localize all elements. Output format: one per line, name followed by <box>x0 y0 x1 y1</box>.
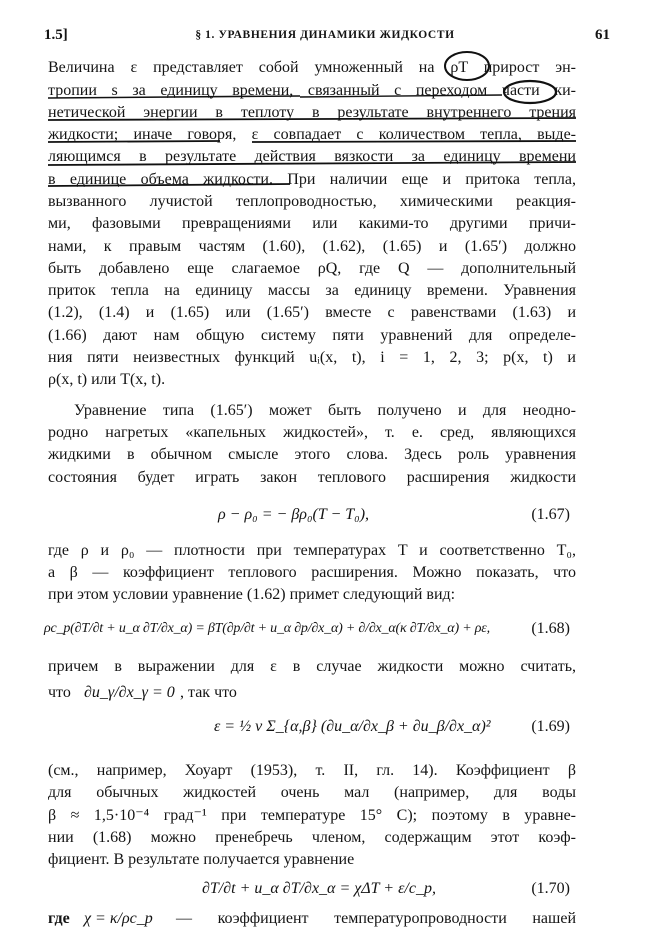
equation-number: (1.70) <box>531 880 570 897</box>
text-line: в единице объема жидкости. При наличии еще и притока тепла, <box>48 171 576 188</box>
text-line: жидкости; иначе говоря, ε совпадает с количеством тепла, выде- <box>48 126 576 143</box>
text-line: ми, фазовыми превращениями или какими-то другими причи- <box>48 215 576 232</box>
chi-definition: χ = κ/ρc_p <box>84 910 153 927</box>
condition-expression: ∂u_γ/∂x_γ = 0 <box>84 684 175 701</box>
text-line: (1.66) дают нам общую систему пяти уравнений для определе- <box>48 327 576 344</box>
text-line: а β — коэффициент теплового расширения. Можно показать, что <box>48 564 576 581</box>
text-line: фициент. В результате получается уравнение <box>48 851 355 868</box>
equation-1-69: ε = ½ ν Σ_{α,β} (∂u_α/∂x_β + ∂u_β/∂x_α)² <box>214 718 491 735</box>
equation-number: (1.67) <box>531 506 570 523</box>
text-line: для обычных жидкостей очень мал (например, для воды <box>48 784 576 801</box>
text-line: Величина ε представляет собой умноженный на ρT прирост эн- <box>48 59 576 76</box>
text-line: — коэффициент температуропроводности нашей <box>176 910 576 927</box>
text-line: где ρ и ρ₀ — плотности при температурах T и соответственно T₀, <box>48 542 576 559</box>
text-line: нии (1.68) можно пренебречь членом, содержащим этот коэф- <box>48 829 576 846</box>
text-line: вызванного лучистой теплопроводностью, химическими реакция- <box>48 193 576 210</box>
text-line: (см., например, Хоуарт (1953), т. II, гл. 14). Коэффициент β <box>48 762 576 779</box>
text-line: ляющимся в результате действия вязкости за единицу времени <box>48 148 576 165</box>
text-line: нами, к правым частям (1.60), (1.62), (1.65) и (1.65′) должно <box>48 238 576 255</box>
section-reference: 1.5] <box>44 27 68 43</box>
equation-number: (1.69) <box>531 718 570 735</box>
text-line: причем в выражении для ε в случае жидкости можно считать, <box>48 658 576 675</box>
text-line: жидкими в обычном смысле этого слова. Здесь роль уравнения <box>48 446 576 463</box>
text-line: Уравнение типа (1.65′) может быть получено и для неодно- <box>74 402 576 419</box>
text-line: родно нагретых «капельных жидкостей», т. е. сред, являющихся <box>48 424 576 441</box>
text-line: приток тепла на единицу массы за единицу времени. Уравнения <box>48 282 576 299</box>
equation-number: (1.68) <box>531 620 570 637</box>
equation-1-68: ρc_p(∂T/∂t + u_α ∂T/∂x_α) = βT(∂p/∂t + u_α ∂p/∂x_α) + ∂/∂x_α(κ ∂T/∂x_α) + ρε, <box>44 621 490 636</box>
text-line: ния пяти неизвестных функций uᵢ(x, t), i = 1, 2, 3; p(x, t) и <box>48 349 576 366</box>
equation-1-70: ∂T/∂t + u_α ∂T/∂x_α = χΔT + ε/c_p, <box>202 880 436 897</box>
running-head: § 1. УРАВНЕНИЯ ДИНАМИКИ ЖИДКОСТИ <box>195 29 455 41</box>
text-line: состояния будет играть закон теплового расширения жидкости <box>48 469 576 486</box>
text-line: при этом условии уравнение (1.62) примет следующий вид: <box>48 586 456 603</box>
text-line: , так что <box>180 684 237 701</box>
text-line: β ≈ 1,5·10⁻⁴ град⁻¹ при температуре 15° C); поэтому в уравне- <box>48 807 576 824</box>
text-line: быть добавлено еще слагаемое ρQ, где Q — дополнительный <box>48 260 576 277</box>
page-number: 61 <box>595 27 610 43</box>
text-line: где <box>48 910 70 927</box>
equation-1-67: ρ − ρ₀ = − βρ₀(T − T₀), <box>218 506 370 523</box>
text-line: (1.2), (1.4) и (1.65) или (1.65′) вместе с равенствами (1.63) и <box>48 304 576 321</box>
text-line: нетической энергии в теплоту в результате внутреннего трения <box>48 104 576 121</box>
text-line: тропии s за единицу времени, связанный с переходом части ки- <box>48 82 576 99</box>
text-line: что <box>48 684 71 701</box>
text-line: ρ(x, t) или T(x, t). <box>48 371 166 388</box>
